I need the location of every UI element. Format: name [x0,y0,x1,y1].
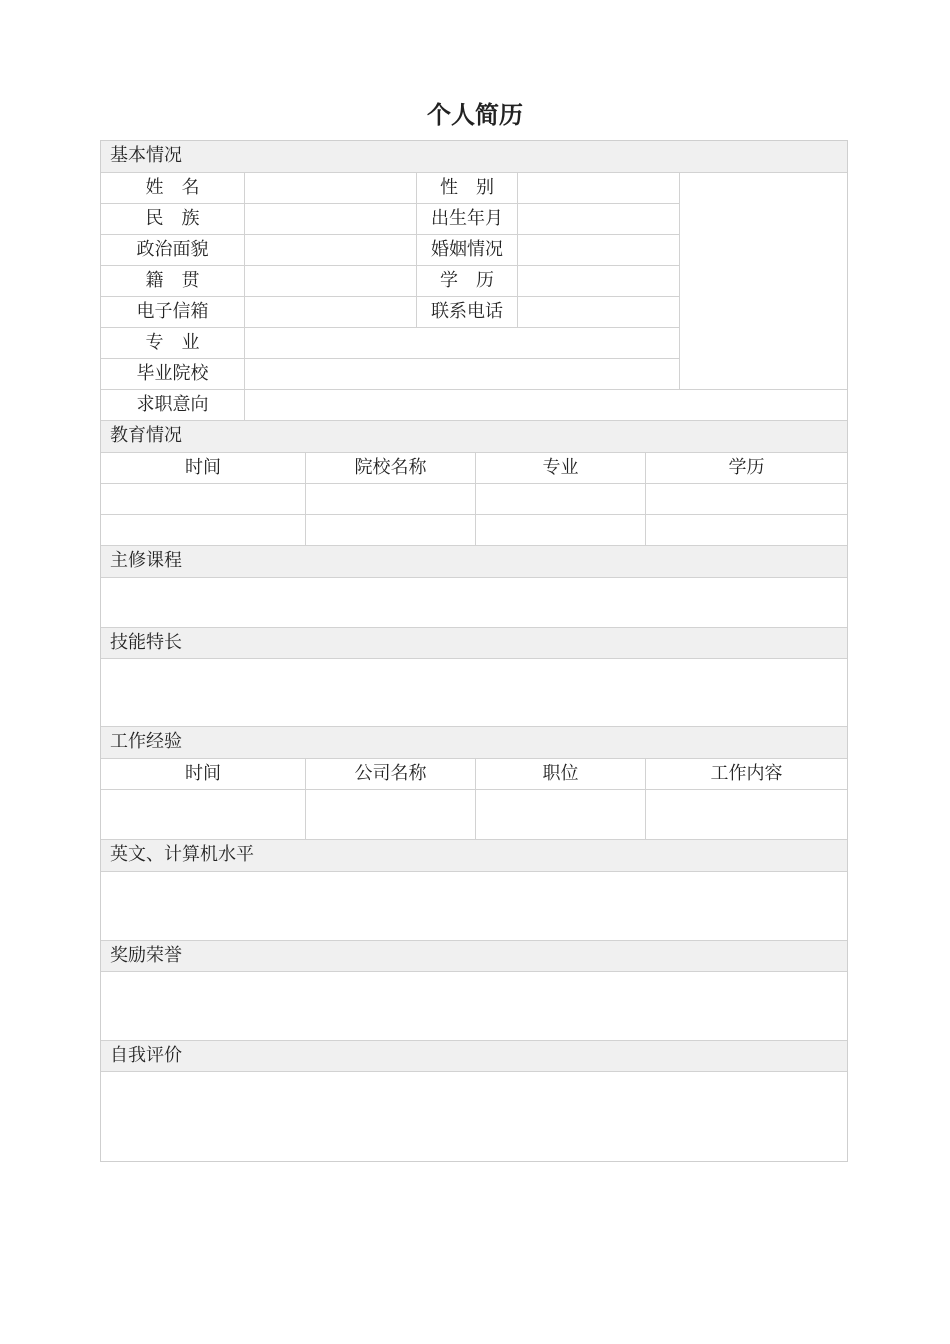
edu-cell[interactable] [476,484,646,515]
edu-cell[interactable] [306,484,476,515]
work-cell[interactable] [646,790,847,840]
edu-cell[interactable] [476,515,646,546]
photo-area[interactable] [680,173,847,390]
self-evaluation-field[interactable] [101,1072,847,1161]
edu-header-degree: 学历 [646,453,847,484]
field-ethnicity[interactable] [245,204,417,235]
field-birth[interactable] [518,204,680,235]
label-email: 电子信箱 [101,297,245,328]
field-job-intention[interactable] [245,390,847,421]
label-name: 姓 名 [101,173,245,204]
label-marital: 婚姻情况 [417,235,518,266]
label-ethnicity: 民 族 [101,204,245,235]
field-phone[interactable] [518,297,680,328]
section-education: 教育情况 [101,421,847,453]
work-cell[interactable] [101,790,306,840]
field-major[interactable] [245,328,680,359]
skills-field[interactable] [101,659,847,727]
english-computer-field[interactable] [101,872,847,941]
work-header-company: 公司名称 [306,759,476,790]
edu-header-school: 院校名称 [306,453,476,484]
section-courses: 主修课程 [101,546,847,578]
work-cell[interactable] [306,790,476,840]
section-self-evaluation: 自我评价 [101,1041,847,1072]
work-header-position: 职位 [476,759,646,790]
section-basic-info: 基本情况 [101,141,847,173]
label-gender: 性 别 [417,173,518,204]
label-birth: 出生年月 [417,204,518,235]
section-english-computer: 英文、计算机水平 [101,840,847,872]
resume-table [100,140,848,1162]
edu-cell[interactable] [646,484,847,515]
label-native-place: 籍 贯 [101,266,245,297]
field-native-place[interactable] [245,266,417,297]
work-cell[interactable] [476,790,646,840]
field-gender[interactable] [518,173,680,204]
label-school: 毕业院校 [101,359,245,390]
courses-field[interactable] [101,578,847,628]
label-political: 政治面貌 [101,235,245,266]
field-email[interactable] [245,297,417,328]
work-header-time: 时间 [101,759,306,790]
edu-header-major: 专业 [476,453,646,484]
label-phone: 联系电话 [417,297,518,328]
edu-header-time: 时间 [101,453,306,484]
awards-field[interactable] [101,972,847,1041]
field-degree[interactable] [518,266,680,297]
section-work: 工作经验 [101,727,847,759]
label-degree: 学 历 [417,266,518,297]
edu-cell[interactable] [101,484,306,515]
field-political[interactable] [245,235,417,266]
field-marital[interactable] [518,235,680,266]
edu-cell[interactable] [306,515,476,546]
edu-cell[interactable] [646,515,847,546]
label-major: 专 业 [101,328,245,359]
section-awards: 奖励荣誉 [101,941,847,972]
label-job-intention: 求职意向 [101,390,245,421]
page-title: 个人简历 [427,100,523,129]
work-header-content: 工作内容 [646,759,847,790]
field-school[interactable] [245,359,680,390]
section-skills: 技能特长 [101,628,847,659]
edu-cell[interactable] [101,515,306,546]
field-name[interactable] [245,173,417,204]
